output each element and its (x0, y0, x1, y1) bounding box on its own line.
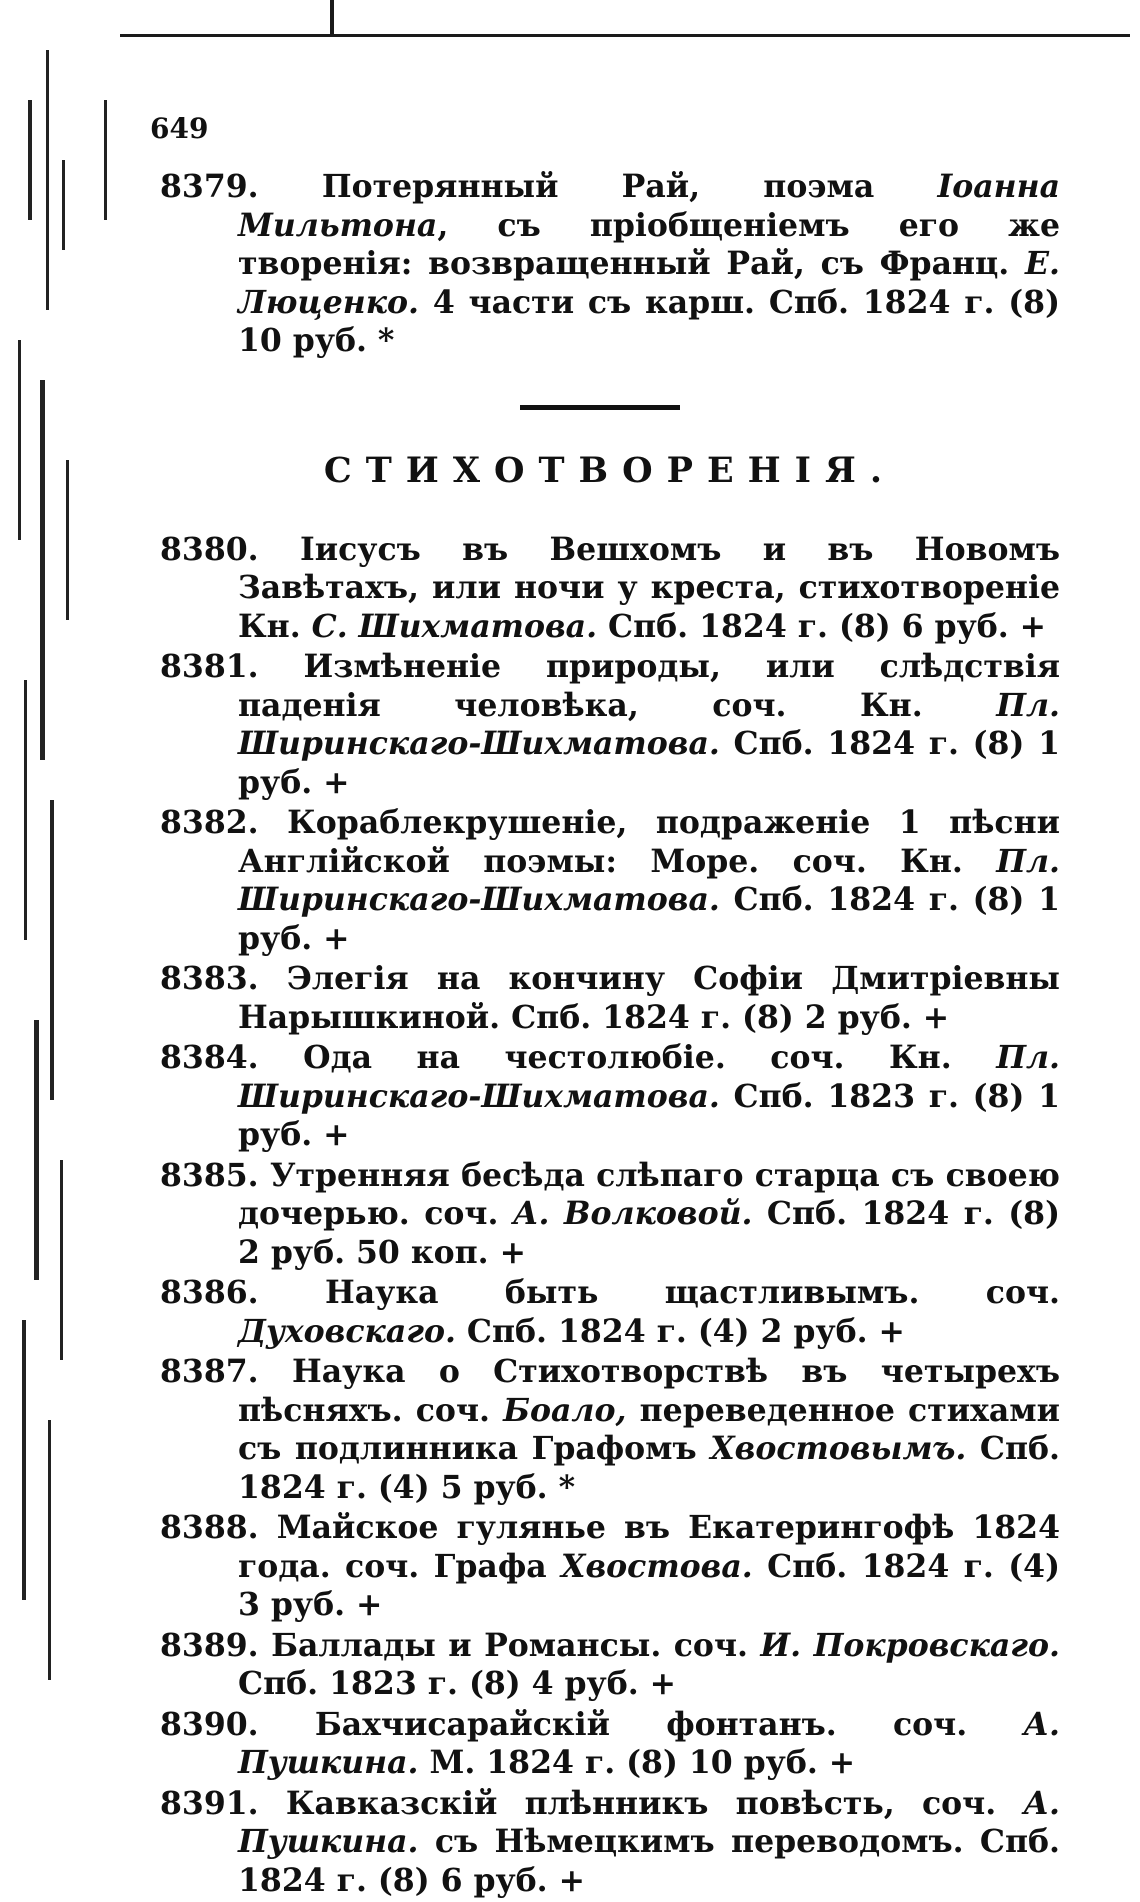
entry-title: Измѣненіе природы, или слѣдствія паденія человѣка, соч. Кн. (238, 648, 1061, 724)
entry-author: Боало, (503, 1391, 627, 1429)
page-number: 649 (150, 112, 209, 145)
entry-author: С. Шихматова. (311, 607, 598, 645)
catalog-entry (160, 648, 1060, 802)
scan-mark (330, 0, 334, 34)
entry-author: Пл. Ширинскаго-Шихматова. (238, 842, 1060, 918)
entry-author: Духовскаго. (238, 1312, 456, 1350)
entry-title: Элегія на кончину Софіи Дмитріевны Нарышкиной. Спб. 1824 г. (8) 2 руб. + (238, 960, 1061, 1036)
entry-number: 8389. (160, 1626, 259, 1664)
entry-number: 8391. (160, 1784, 259, 1822)
entry-author: Хвостова. (561, 1547, 753, 1585)
catalog-entry (160, 531, 1060, 647)
entry-title: Ода на честолюбіе. соч. Кн. (303, 1039, 997, 1076)
entry-number: 8381. (160, 648, 259, 685)
entry-imprint: Спб. 1824 г. (8) 1 руб. + (238, 881, 1060, 957)
section-heading: СТИХОТВОРЕНІЯ. (323, 449, 897, 491)
entry-author: А. Пушкина. (238, 1705, 1060, 1781)
entry-text: , съ пріобщеніемъ его же творенія: возвращенный Рай, съ Франц. (238, 206, 1060, 282)
catalog-entry (160, 1509, 1060, 1625)
entry-number: 8386. (160, 1274, 259, 1311)
entry-author: Пл. Ширинскаго-Шихматова. (238, 1039, 1060, 1115)
catalog-content (160, 168, 1060, 1902)
catalog-entry (160, 168, 1060, 361)
entry-author: Іоанна Мильтона (238, 168, 1060, 244)
entry-title: Майское гулянье въ Екатерингофѣ 1824 года. соч. Графа (238, 1509, 1060, 1585)
entry-imprint: Спб. 1823 г. (8) 4 руб. + (238, 1665, 677, 1702)
entry-author: Пл. Ширинскаго-Шихматова. (238, 686, 1060, 762)
entry-number: 8388. (160, 1509, 259, 1546)
entry-imprint: Спб. 1824 г. (8) 6 руб. + (597, 607, 1047, 645)
entry-title: Кораблекрушеніе, подраженіе 1 пѣсни Англійской поэмы: Море. соч. Кн. (238, 804, 1060, 880)
catalog-entry (160, 1785, 1060, 1901)
entry-imprint: Спб. 1824 г. (4) 5 руб. * (238, 1430, 1060, 1506)
catalog-entry (160, 960, 1060, 1037)
entry-imprint: Спб. 1823 г. (8) 1 руб. + (238, 1077, 1060, 1153)
scan-gutter (0, 40, 150, 1700)
entry-imprint: Спб. 1824 г. (4) 2 руб. + (455, 1312, 905, 1350)
entry-number: 8387. (160, 1353, 259, 1390)
entry-author: А. Волковой. (512, 1195, 753, 1232)
entry-number: 8383. (160, 960, 259, 997)
entry-number: 8385. (160, 1156, 259, 1194)
scan-top-rule (120, 34, 1130, 37)
entry-imprint: съ Нѣмецкимъ переводомъ. Спб. 1824 г. (8) 6 руб. + (238, 1823, 1060, 1899)
entry-title: Наука быть щастливымъ. соч. (325, 1274, 1060, 1311)
entry-number: 8379. (160, 168, 259, 205)
entry-number: 8384. (160, 1039, 259, 1076)
entry-title: Бахчисарайскій фонтанъ. соч. (314, 1705, 1024, 1743)
entry-translator: Хвостовымъ. (710, 1430, 967, 1467)
entry-title: Кавказскій плѣнникъ повѣсть, соч. (285, 1784, 1024, 1822)
entry-title: Наука о Стихотворствѣ въ четырехъ пѣсняхъ. соч. (238, 1353, 1061, 1429)
catalog-entry (160, 1627, 1060, 1704)
catalog-entry (160, 1353, 1060, 1507)
catalog-entry (160, 1157, 1060, 1273)
entry-number: 8382. (160, 804, 259, 841)
entry-title: Іисусъ въ Вешхомъ и въ Новомъ Завѣтахъ, или ночи у креста, стихотвореніе Кн. (238, 530, 1061, 645)
entry-title: Потерянный Рай, поэма (321, 168, 938, 205)
entry-translator: Е. Люценко. (238, 245, 1060, 321)
entry-title: Утренняя бесѣда слѣпаго старца съ своею дочерью. соч. (238, 1156, 1060, 1232)
catalog-entry (160, 1039, 1060, 1155)
catalog-entry (160, 1274, 1060, 1351)
catalog-entry (160, 1706, 1060, 1783)
section-divider (520, 405, 680, 410)
entry-number: 8390. (160, 1705, 259, 1743)
entry-imprint: Спб. 1824 г. (8) 2 руб. 50 коп. + (238, 1195, 1060, 1271)
catalog-entry (160, 804, 1060, 958)
entry-title: Баллады и Романсы. соч. (271, 1626, 761, 1664)
entry-imprint: Спб. 1824 г. (4) 3 руб. + (238, 1547, 1060, 1623)
entry-text: переведенное стихами съ подлинника Графомъ (238, 1391, 1060, 1467)
entry-author: А. Пушкина. (238, 1784, 1061, 1860)
entry-imprint: 4 части съ карш. Спб. 1824 г. (8) 10 руб. * (238, 283, 1060, 359)
entry-number: 8380. (160, 530, 259, 568)
entry-imprint: Спб. 1824 г. (8) 1 руб. + (238, 725, 1060, 801)
entry-imprint: М. 1824 г. (8) 10 руб. + (418, 1744, 856, 1781)
entry-author: И. Покровскаго. (760, 1626, 1061, 1664)
